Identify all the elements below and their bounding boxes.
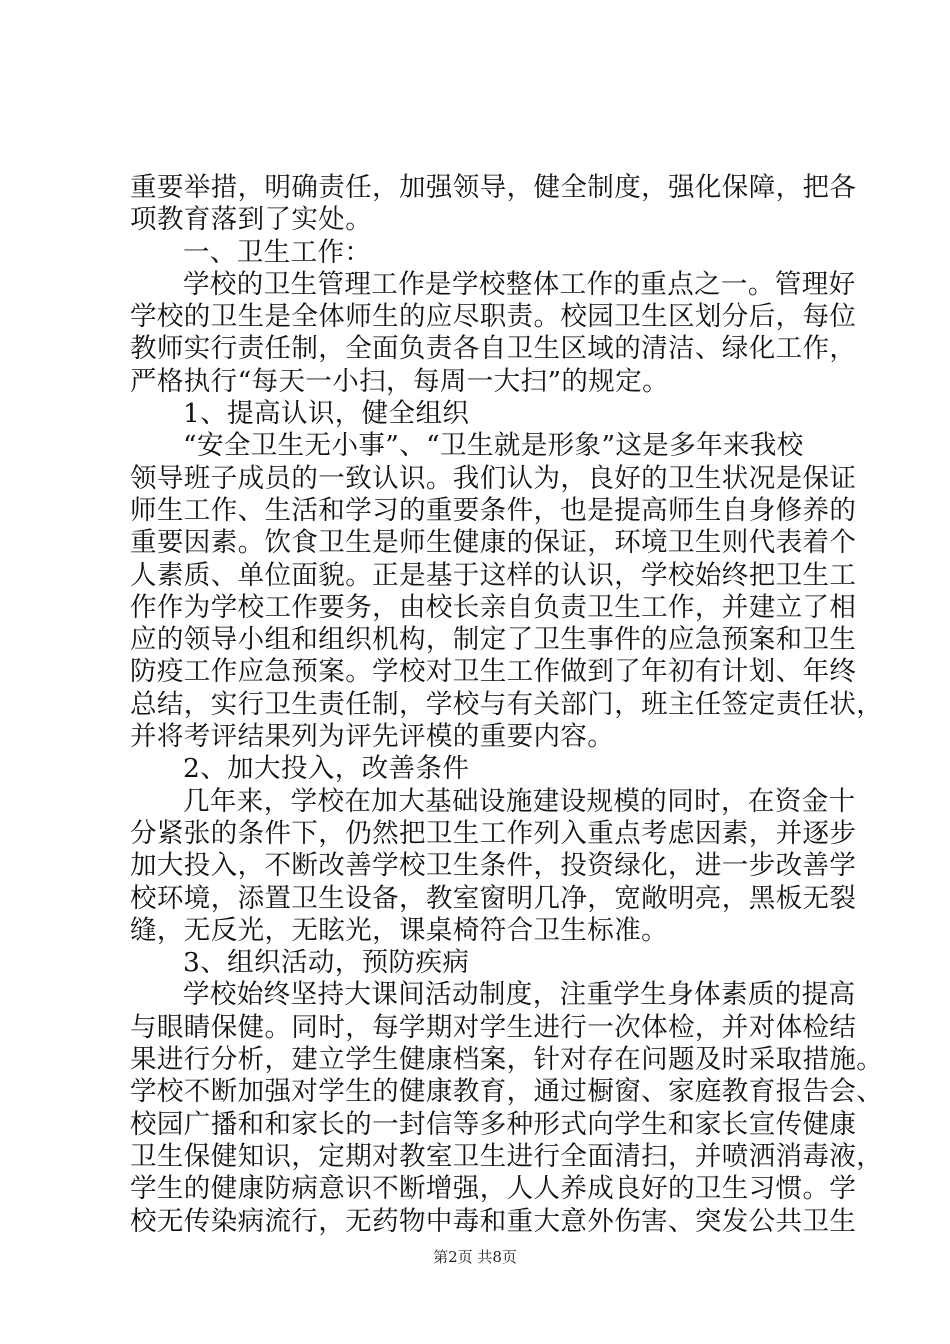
text-line: 项教育落到了实处。 [130, 204, 373, 236]
text-line: 学校的卫生管理工作是学校整体工作的重点之一。管理好 [183, 268, 856, 300]
text-line: 分紧张的条件下，仍然把卫生工作列入重点考虑因素，并逐步 [130, 817, 857, 849]
text-line: 一、卫生工作： [183, 236, 372, 268]
text-line: 校园广播和和家长的一封信等多种形式向学生和家长宣传健康 [130, 1108, 857, 1140]
text-line: 应的领导小组和组织机构，制定了卫生事件的应急预案和卫生 [130, 624, 857, 656]
text-line: 缝，无反光，无眩光，课桌椅符合卫生标准。 [130, 914, 668, 946]
text-line: 重要举措，明确责任，加强领导，健全制度，强化保障，把各 [130, 172, 857, 203]
text-line: 几年来，学校在加大基础设施建设规模的同时，在资金十 [183, 785, 856, 817]
text-line: 加大投入，不断改善学校卫生条件，投资绿化，进一步改善学 [130, 850, 857, 882]
text-line: 卫生保健知识，定期对教室卫生进行全面清扫，并喷洒消毒液， [130, 1140, 884, 1172]
text-line: 校无传染病流行，无药物中毒和重大意外伤害、突发公共卫生 [130, 1205, 857, 1237]
body-text [130, 172, 884, 1238]
text-line: 防疫工作应急预案。学校对卫生工作做到了年初有计划、年终 [130, 656, 857, 688]
text-line: 严格执行“每天一小扫，每周一大扫”的规定。 [130, 365, 669, 397]
text-line: 1、提高认识，健全组织 [183, 398, 470, 430]
text-line: 2、加大投入，改善条件 [183, 753, 470, 785]
text-line: 领导班子成员的一致认识。我们认为，良好的卫生状况是保证 [130, 462, 857, 494]
text-line: 总结，实行卫生责任制，学校与有关部门，班主任签定责任状， [130, 688, 884, 720]
text-line: 作作为学校工作要务，由校长亲自负责卫生工作，并建立了相 [130, 591, 857, 623]
text-line: 重要因素。饮食卫生是师生健康的保证，环境卫生则代表着个 [130, 527, 857, 559]
text-line: 教师实行责任制，全面负责各自卫生区域的清洁、绿化工作， [130, 333, 857, 365]
text-line: 果进行分析，建立学生健康档案，针对存在问题及时采取措施。 [130, 1044, 884, 1076]
text-line: “安全卫生无小事”、“卫生就是形象”这是多年来我校 [183, 430, 804, 462]
text-line: 与眼睛保健。同时，每学期对学生进行一次体检，并对体检结 [130, 1011, 857, 1043]
text-line: 学生的健康防病意识不断增强，人人养成良好的卫生习惯。学 [130, 1173, 857, 1205]
text-line: 学校不断加强对学生的健康教育，通过橱窗、家庭教育报告会、 [130, 1076, 884, 1108]
text-line: 并将考评结果列为评先评模的重要内容。 [130, 721, 615, 753]
text-line: 师生工作、生活和学习的重要条件，也是提高师生自身修养的 [130, 494, 857, 526]
text-line: 3、组织活动，预防疾病 [183, 947, 470, 979]
text-line: 学校始终坚持大课间活动制度，注重学生身体素质的提高 [183, 979, 856, 1011]
text-line: 校环境，添置卫生设备，教室窗明几净，宽敞明亮，黑板无裂 [130, 882, 857, 914]
text-line: 人素质、单位面貌。正是基于这样的认识，学校始终把卫生工 [130, 559, 857, 591]
text-line: 学校的卫生是全体师生的应尽职责。校园卫生区划分后，每位 [130, 301, 857, 333]
page-footer: 第2页 共8页 [433, 1248, 517, 1266]
